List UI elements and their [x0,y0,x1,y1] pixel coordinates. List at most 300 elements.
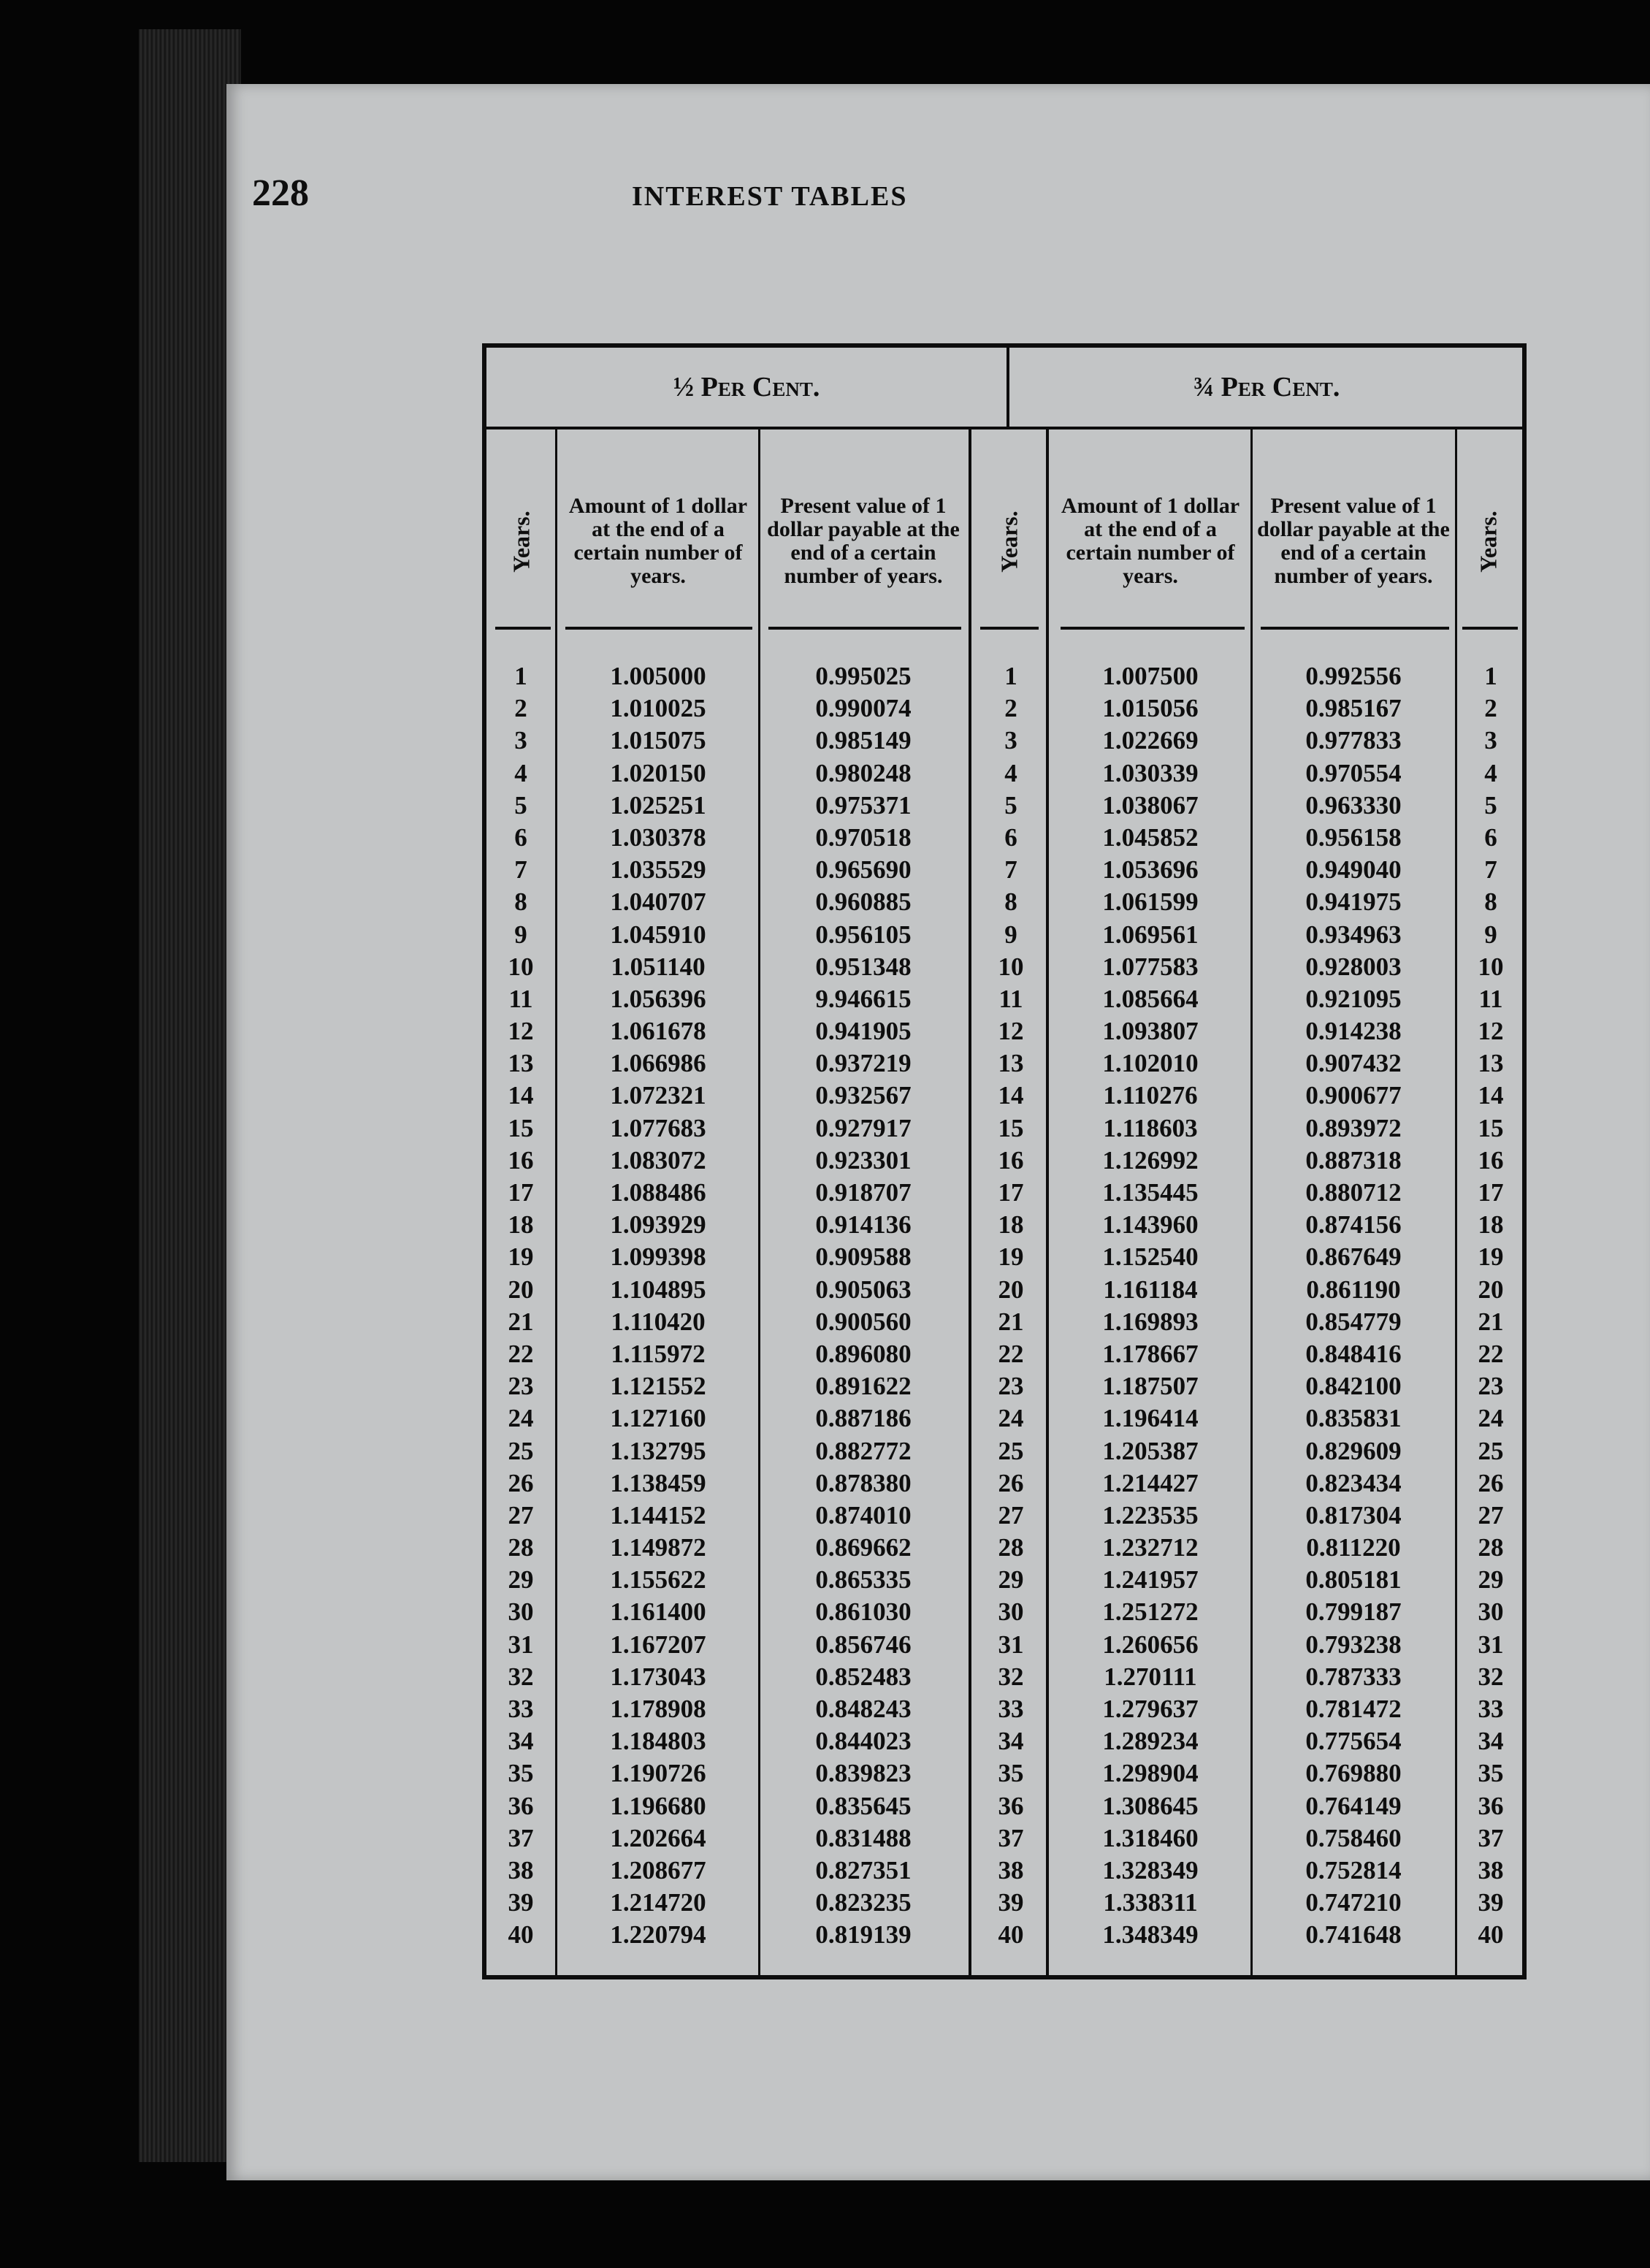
table-row [486,951,1522,983]
table-row [486,1629,1522,1661]
interest-table [482,343,1527,1979]
amount-cell: 1.051140 [611,952,706,981]
amount-cell: 1.220794 [610,1920,706,1950]
year-cell: 17 [1478,1178,1504,1207]
year-cell: 9 [1484,920,1497,949]
present-value-cell: 0.764149 [1305,1791,1402,1820]
present-value-cell: 0.799187 [1305,1597,1402,1627]
year-cell: 11 [998,984,1023,1013]
present-value-cell: 0.869662 [815,1533,912,1562]
year-cell: 29 [998,1565,1024,1595]
year-cell: 27 [508,1500,534,1530]
year-cell: 38 [508,1855,534,1885]
table-row [486,983,1522,1015]
year-cell: 13 [1478,1049,1504,1078]
year-cell: 12 [508,1017,534,1046]
amount-cell: 1.102010 [1102,1049,1199,1078]
amount-cell: 1.005000 [610,662,706,690]
year-cell: 24 [1478,1404,1504,1433]
table-row [486,725,1522,757]
present-value-cell: 0.956158 [1305,822,1402,852]
year-cell: 37 [1478,1823,1504,1852]
present-value-cell: 0.839823 [815,1759,912,1788]
amount-cell: 1.045910 [610,920,706,949]
present-value-cell: 0.852483 [815,1662,912,1691]
amount-cell: 1.196414 [1102,1404,1199,1433]
present-value-cell: 0.937219 [815,1049,912,1078]
table-row [486,1209,1522,1241]
amount-cell: 1.298904 [1102,1759,1199,1788]
amount-cell: 1.038067 [1102,790,1199,820]
amount-cell: 1.152540 [1102,1242,1199,1272]
present-value-cell: 0.831488 [815,1823,912,1852]
year-cell: 31 [1478,1630,1504,1659]
year-cell: 16 [1478,1145,1504,1175]
year-cell: 11 [508,984,533,1013]
year-cell: 10 [998,952,1024,981]
year-cell: 26 [1478,1468,1504,1497]
year-cell: 8 [514,887,527,917]
present-value-cell: 0.752814 [1305,1855,1402,1885]
half-percent-heading: ½ Per Cent. [673,372,820,402]
table-row [486,1047,1522,1080]
present-value-cell: 0.861030 [815,1597,912,1627]
present-value-cell: 0.835645 [815,1791,912,1820]
years-label: Years. [1475,510,1502,573]
present-value-cell: 9.946615 [815,984,912,1013]
present-value-cell: 0.823235 [815,1888,912,1917]
table-row [486,854,1522,886]
header-underline [768,627,961,630]
table-row [486,1887,1522,1919]
amount-cell: 1.093929 [610,1210,706,1240]
amount-cell: 1.169893 [1102,1307,1199,1336]
running-title: INTEREST TABLES [632,181,908,212]
header-underline [565,627,752,630]
year-cell: 1 [1484,662,1497,690]
year-cell: 20 [1478,1275,1504,1304]
present-value-cell: 0.844023 [815,1727,912,1756]
year-cell: 5 [1484,790,1497,820]
amount-cell: 1.040707 [610,887,706,917]
years-header-right [1467,443,1510,640]
table-row [486,692,1522,725]
years-label: Years. [508,510,535,573]
present-value-cell: 0.949040 [1305,855,1402,885]
present-value-cell: 0.970554 [1305,758,1402,787]
years-header-middle [988,443,1031,640]
amount-header-right: Amount of 1 dollar at the end of a certain number of years. [1061,494,1240,588]
page-header [252,172,1348,230]
amount-cell: 1.149872 [610,1533,706,1562]
amount-cell: 1.241957 [1102,1565,1199,1595]
amount-cell: 1.135445 [1102,1178,1199,1207]
year-cell: 20 [508,1275,534,1304]
year-cell: 32 [508,1662,534,1691]
year-cell: 27 [1478,1500,1504,1530]
amount-cell: 1.077583 [1102,952,1199,981]
present-value-header-left: Present value of 1 dollar payable at the end of a certain number of years. [767,494,960,588]
year-cell: 36 [1478,1791,1504,1820]
amount-cell: 1.214720 [610,1888,706,1917]
page-edges [139,29,241,2162]
year-cell: 7 [1484,855,1497,885]
year-cell: 3 [514,726,527,755]
amount-cell: 1.260656 [1102,1630,1199,1659]
year-cell: 7 [1004,855,1017,885]
present-value-cell: 0.805181 [1305,1565,1402,1595]
present-value-cell: 0.956105 [815,920,912,949]
amount-cell: 1.022669 [1102,726,1199,755]
table-row [486,1532,1522,1564]
amount-cell: 1.088486 [610,1178,706,1207]
year-cell: 23 [998,1372,1024,1401]
year-cell: 33 [1478,1695,1504,1723]
present-value-cell: 0.887318 [1305,1145,1402,1175]
present-value-cell: 0.921095 [1305,984,1402,1013]
present-value-cell: 0.842100 [1305,1372,1402,1401]
table-row [486,886,1522,918]
table-row [486,1435,1522,1467]
year-cell: 36 [998,1791,1024,1820]
present-value-cell: 0.992556 [1305,662,1402,690]
year-cell: 1 [1004,662,1017,690]
year-cell: 34 [1478,1727,1504,1756]
year-cell: 9 [1004,920,1017,949]
present-value-cell: 0.896080 [815,1339,912,1368]
year-cell: 37 [998,1823,1024,1852]
amount-cell: 1.066986 [610,1049,706,1078]
year-cell: 32 [1478,1662,1504,1691]
amount-cell: 1.178667 [1102,1339,1199,1368]
amount-cell: 1.161184 [1103,1275,1198,1304]
present-value-cell: 0.880712 [1305,1178,1402,1207]
year-cell: 13 [508,1049,534,1078]
year-cell: 19 [998,1242,1024,1272]
table-header-row [486,348,1522,429]
present-value-cell: 0.960885 [815,887,912,917]
present-value-cell: 0.848243 [815,1695,912,1723]
year-cell: 4 [514,758,527,787]
present-value-cell: 0.878380 [815,1468,912,1497]
table-row [486,1467,1522,1500]
year-cell: 17 [508,1178,534,1207]
amount-cell: 1.348349 [1102,1920,1199,1950]
table-row [486,1725,1522,1757]
table-row [486,1112,1522,1145]
year-cell: 4 [1484,758,1497,787]
year-cell: 11 [1478,984,1503,1013]
year-cell: 1 [514,662,527,690]
present-value-cell: 0.769880 [1305,1759,1402,1788]
year-cell: 31 [998,1630,1024,1659]
amount-cell: 1.167207 [610,1630,706,1659]
year-cell: 2 [1004,694,1017,723]
table-row [486,1822,1522,1855]
amount-cell: 1.010025 [610,694,706,723]
table-row [486,1177,1522,1209]
amount-cell: 1.015056 [1102,694,1199,723]
amount-cell: 1.328349 [1102,1855,1199,1885]
year-cell: 19 [1478,1242,1504,1272]
table-row [486,1757,1522,1790]
amount-cell: 1.138459 [610,1468,706,1497]
amount-header-left: Amount of 1 dollar at the end of a certain number of years. [568,494,748,588]
present-value-cell: 0.963330 [1305,790,1402,820]
present-value-cell: 0.918707 [815,1178,912,1207]
year-cell: 25 [508,1436,534,1465]
present-value-cell: 0.854779 [1305,1307,1402,1336]
present-value-cell: 0.923301 [815,1145,912,1175]
present-value-cell: 0.965690 [815,855,912,885]
amount-cell: 1.279637 [1102,1695,1199,1723]
year-cell: 22 [1478,1339,1504,1368]
year-cell: 27 [998,1500,1024,1530]
year-cell: 6 [1484,822,1497,852]
amount-cell: 1.205387 [1102,1436,1199,1465]
amount-cell: 1.155622 [610,1565,706,1595]
amount-cell: 1.118603 [1103,1113,1198,1142]
year-cell: 5 [514,790,527,820]
present-value-cell: 0.827351 [815,1855,912,1885]
year-cell: 23 [508,1372,534,1401]
table-row [486,1596,1522,1628]
year-cell: 28 [998,1533,1024,1562]
year-cell: 29 [508,1565,534,1595]
year-cell: 22 [998,1339,1024,1368]
year-cell: 29 [1478,1565,1504,1595]
present-value-cell: 0.900560 [815,1307,912,1336]
amount-cell: 1.085664 [1102,984,1199,1013]
year-cell: 10 [1478,952,1504,981]
year-cell: 15 [508,1113,534,1142]
amount-cell: 1.132795 [610,1436,706,1465]
table-row [486,1015,1522,1047]
amount-cell: 1.251272 [1102,1597,1199,1627]
year-cell: 10 [508,952,534,981]
years-header-left [500,443,543,640]
year-cell: 3 [1004,726,1017,755]
amount-cell: 1.069561 [1102,920,1199,949]
table-row [486,757,1522,790]
year-cell: 30 [998,1597,1024,1627]
year-cell: 5 [1004,790,1017,820]
present-value-cell: 0.932567 [815,1081,912,1110]
present-value-cell: 0.907432 [1305,1049,1402,1078]
present-value-cell: 0.758460 [1305,1823,1402,1852]
year-cell: 39 [508,1888,534,1917]
table-row [486,1693,1522,1725]
year-cell: 18 [508,1210,534,1240]
amount-cell: 1.072321 [610,1081,706,1110]
amount-cell: 1.173043 [610,1662,706,1691]
amount-cell: 1.077683 [610,1113,706,1142]
present-value-cell: 0.848416 [1305,1339,1402,1368]
year-cell: 16 [998,1145,1024,1175]
year-cell: 18 [998,1210,1024,1240]
amount-cell: 1.208677 [610,1855,706,1885]
present-value-cell: 0.823434 [1305,1468,1402,1497]
year-cell: 35 [998,1759,1024,1788]
present-value-cell: 0.887186 [815,1404,912,1433]
table-body [486,660,1522,1952]
year-cell: 16 [508,1145,534,1175]
present-value-cell: 0.787333 [1305,1662,1402,1691]
amount-cell: 1.025251 [610,790,706,820]
table-row [486,1402,1522,1435]
amount-cell: 1.223535 [1102,1500,1199,1530]
present-value-cell: 0.829609 [1305,1436,1402,1465]
amount-cell: 1.061599 [1102,887,1199,917]
present-value-cell: 0.835831 [1305,1404,1402,1433]
year-cell: 40 [1478,1920,1504,1950]
present-value-cell: 0.874010 [815,1500,912,1530]
year-cell: 21 [508,1307,534,1336]
present-value-cell: 0.941905 [815,1017,912,1046]
present-value-cell: 0.856746 [815,1630,912,1659]
year-cell: 19 [508,1242,534,1272]
year-cell: 15 [1478,1113,1504,1142]
table-row [486,1919,1522,1951]
amount-cell: 1.232712 [1102,1533,1199,1562]
table-row [486,1274,1522,1306]
year-cell: 14 [508,1081,534,1110]
present-value-cell: 0.995025 [815,662,912,690]
year-cell: 21 [998,1307,1024,1336]
present-value-cell: 0.793238 [1305,1630,1402,1659]
year-cell: 28 [1478,1533,1504,1562]
table-row [486,1661,1522,1693]
present-value-cell: 0.891622 [815,1372,912,1401]
present-value-cell: 0.914238 [1305,1017,1402,1046]
year-cell: 34 [998,1727,1024,1756]
year-cell: 18 [1478,1210,1504,1240]
amount-cell: 1.196680 [610,1791,706,1820]
header-underline [495,627,551,630]
amount-cell: 1.015075 [610,726,706,755]
year-cell: 12 [1478,1017,1504,1046]
header-underline [1261,627,1449,630]
table-row [486,1080,1522,1112]
table-row [486,1145,1522,1177]
year-cell: 34 [508,1727,534,1756]
present-value-cell: 0.909588 [815,1242,912,1272]
amount-cell: 1.214427 [1102,1468,1199,1497]
present-value-cell: 0.928003 [1305,952,1402,981]
amount-cell: 1.126992 [1102,1145,1199,1175]
present-value-cell: 0.900677 [1305,1081,1402,1110]
amount-cell: 1.110276 [1103,1081,1198,1110]
amount-cell: 1.045852 [1102,822,1199,852]
year-cell: 6 [514,822,527,852]
year-cell: 22 [508,1339,534,1368]
three-quarter-percent-heading: ¾ Per Cent. [1193,372,1340,402]
present-value-cell: 0.990074 [815,694,912,723]
year-cell: 6 [1004,822,1017,852]
amount-cell: 1.161400 [610,1597,706,1627]
year-cell: 33 [508,1695,534,1723]
year-cell: 17 [998,1178,1024,1207]
amount-cell: 1.093807 [1102,1017,1199,1046]
present-value-cell: 0.775654 [1305,1727,1402,1756]
table-row [486,1370,1522,1402]
amount-cell: 1.308645 [1102,1791,1199,1820]
present-value-cell: 0.975371 [815,790,912,820]
present-value-cell: 0.867649 [1305,1242,1402,1272]
year-cell: 3 [1484,726,1497,755]
present-value-cell: 0.977833 [1305,726,1402,755]
year-cell: 13 [998,1049,1024,1078]
amount-cell: 1.318460 [1102,1823,1199,1852]
amount-cell: 1.127160 [610,1404,706,1433]
year-cell: 14 [998,1081,1024,1110]
year-cell: 30 [1478,1597,1504,1627]
header-divider [1007,348,1009,427]
years-label: Years. [996,510,1023,573]
present-value-cell: 0.914136 [815,1210,912,1240]
year-cell: 4 [1004,758,1017,787]
year-cell: 40 [998,1920,1024,1950]
present-value-cell: 0.882772 [815,1436,912,1465]
header-underline [980,627,1039,630]
amount-cell: 1.190726 [610,1759,706,1788]
year-cell: 33 [998,1695,1024,1723]
amount-cell: 1.202664 [610,1823,706,1852]
amount-cell: 1.121552 [610,1372,706,1401]
table-row [486,1790,1522,1822]
year-cell: 30 [508,1597,534,1627]
amount-cell: 1.083072 [610,1145,706,1175]
year-cell: 35 [1478,1759,1504,1788]
present-value-cell: 0.747210 [1305,1888,1402,1917]
table-row [486,1564,1522,1596]
amount-cell: 1.144152 [610,1500,706,1530]
year-cell: 24 [998,1404,1024,1433]
amount-cell: 1.053696 [1102,855,1199,885]
year-cell: 38 [1478,1855,1504,1885]
present-value-cell: 0.865335 [815,1565,912,1595]
table-row [486,1306,1522,1338]
table-row [486,1338,1522,1370]
amount-cell: 1.061678 [610,1017,706,1046]
amount-cell: 1.110420 [611,1307,706,1336]
year-cell: 25 [1478,1436,1504,1465]
year-cell: 12 [998,1017,1024,1046]
amount-cell: 1.270111 [1104,1662,1197,1691]
year-cell: 8 [1004,887,1017,917]
year-cell: 38 [998,1855,1024,1885]
amount-cell: 1.056396 [610,984,706,1013]
year-cell: 20 [998,1275,1024,1304]
present-value-cell: 0.781472 [1305,1695,1402,1723]
present-value-cell: 0.811220 [1306,1533,1401,1562]
table-row [486,822,1522,854]
year-cell: 37 [508,1823,534,1852]
present-value-cell: 0.817304 [1305,1500,1402,1530]
year-cell: 28 [508,1533,534,1562]
year-cell: 40 [508,1920,534,1950]
present-value-cell: 0.985149 [815,726,912,755]
present-value-cell: 0.874156 [1305,1210,1402,1240]
amount-cell: 1.030378 [610,822,706,852]
amount-cell: 1.104895 [610,1275,706,1304]
amount-cell: 1.007500 [1102,662,1199,690]
amount-cell: 1.115972 [611,1339,706,1368]
year-cell: 2 [514,694,527,723]
year-cell: 31 [508,1630,534,1659]
table-row [486,1855,1522,1887]
amount-cell: 1.099398 [610,1242,706,1272]
